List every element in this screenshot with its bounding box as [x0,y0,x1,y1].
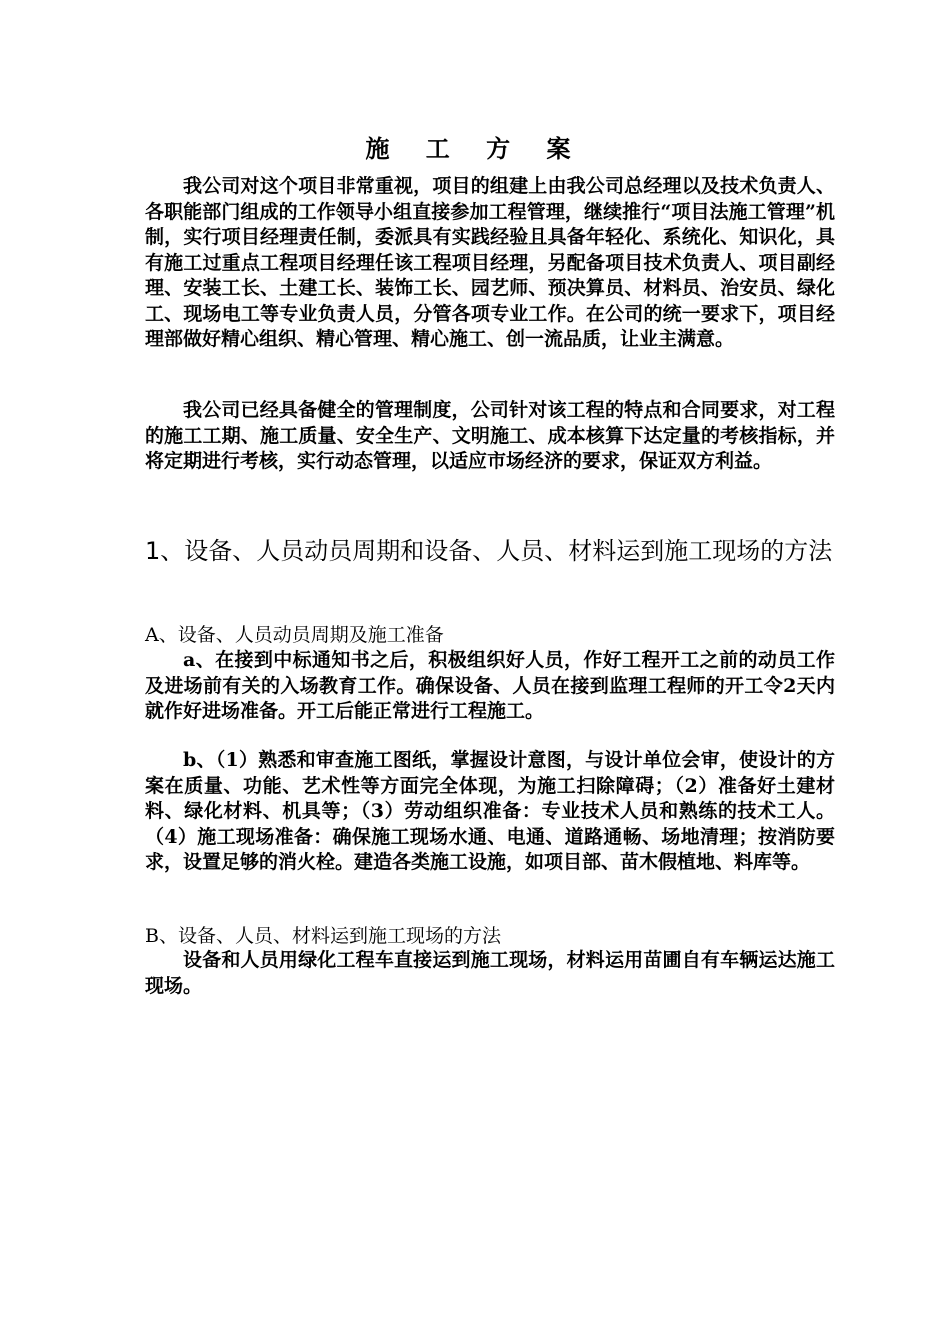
subsection-b-text: 设备和人员用绿化工程车直接运到施工现场，材料运用苗圃自有车辆运达施工现场。 [145,949,835,997]
subsection-b-heading: B、设备、人员、材料运到施工现场的方法 [145,925,501,947]
subsection-a-item-b: b、（1）熟悉和审查施工图纸，掌握设计意图，与设计单位会审，使设计的方案在质量、功能、艺术性等方面完全体现，为施工扫除障碍；（2）准备好土建材料、绿化材料、机具等；（3）劳动组织准备：专业技术人员和熟练的技术工人。（4）施工现场准备：确保施工现场水通、电通、道路通畅、场地清理；按消防要求，设置足够的消火栓。建造各类施工设施，如项目部、苗木假植地、料库等。 [145,749,835,873]
intro-paragraph-1: 我公司对这个项目非常重视，项目的组建上由我公司总经理以及技术负责人、各职能部门组成的工作领导小组直接参加工程管理，继续推行“项目法施工管理”机制，实行项目经理责任制，委派具有实践经验且具备年轻化、系统化、知识化，具有施工过重点工程项目经理任该工程项目经理，另配备项目技术负责人、项目副经理、安装工长、土建工长、装饰工长、园艺师、预决算员、材料员、治安员、绿化工、现场电工等专业负责人员，分管各项专业工作。在公司的统一要求下，项目经理部做好精心组织、精心管理、精心施工、创一流品质，让业主满意。 [145,175,835,350]
subsection-a-item-a: a、在接到中标通知书之后，积极组织好人员，作好工程开工之前的动员工作及进场前有关的入场教育工作。确保设备、人员在接到监理工程师的开工令2天内就作好进场准备。开工后能正常进行工程施工。 [145,649,835,722]
intro-paragraph-2: 我公司已经具备健全的管理制度，公司针对该工程的特点和合同要求，对工程的施工工期、施工质量、安全生产、文明施工、成本核算下达定量的考核指标，并将定期进行考核，实行动态管理，以适应市场经济的要求，保证双方利益。 [145,399,835,472]
document-title: 施 工 方 案 [365,134,585,163]
subsection-a-heading: A、设备、人员动员周期及施工准备 [145,624,444,646]
section-1-heading: 1、设备、人员动员周期和设备、人员、材料运到施工现场的方法 [145,537,833,565]
